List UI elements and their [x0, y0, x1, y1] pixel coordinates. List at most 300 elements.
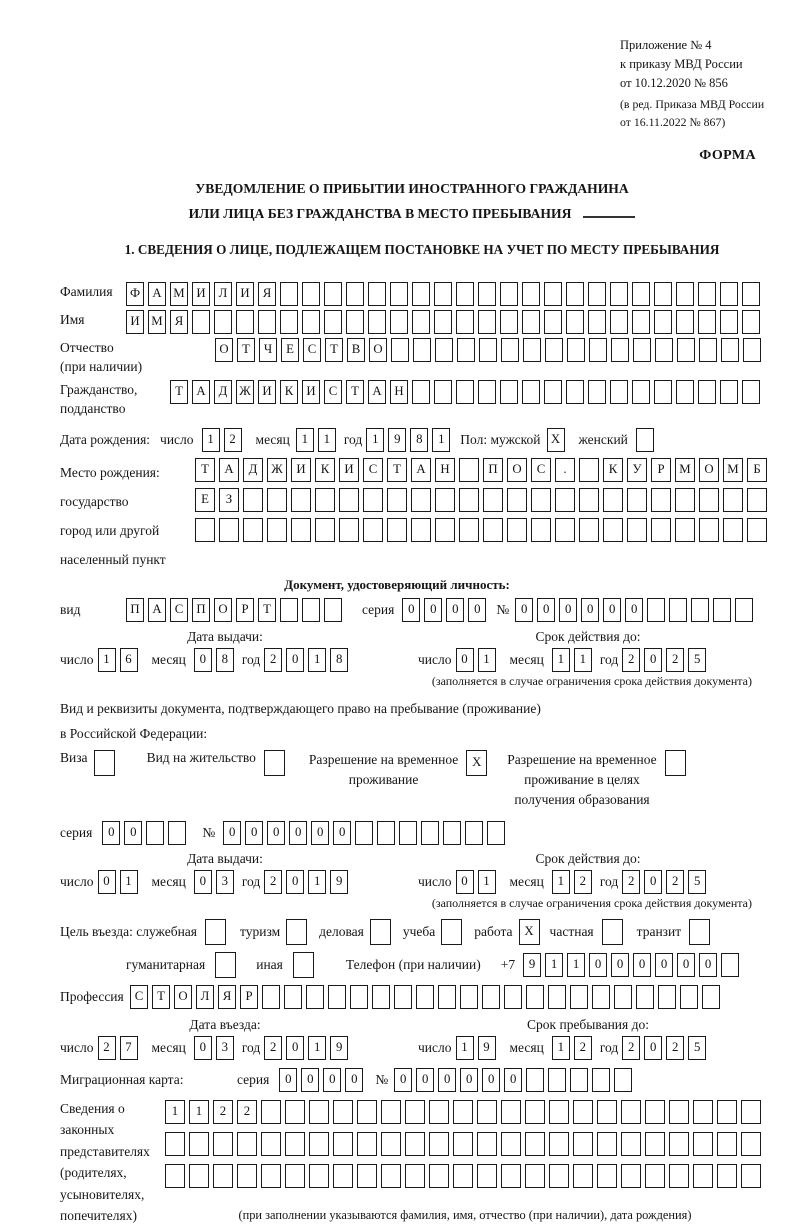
phone-digit-cell[interactable]: 0 [633, 953, 651, 977]
guardians-cell[interactable] [285, 1164, 305, 1188]
doc-valid-month-cell[interactable]: 1 [574, 648, 592, 672]
birth-year-cell[interactable]: 9 [388, 428, 406, 452]
birthplace-cell[interactable]: И [339, 458, 359, 482]
stay-month-cell[interactable]: 1 [552, 1036, 570, 1060]
permit-issue-day-cell[interactable]: 0 [98, 870, 116, 894]
phone-digit-cell[interactable]: 0 [677, 953, 695, 977]
guardians-cell[interactable] [549, 1164, 569, 1188]
surname-cell[interactable] [280, 282, 298, 306]
permit-number-cell[interactable] [443, 821, 461, 845]
birthplace-cell[interactable] [747, 518, 767, 542]
transit-checkbox-cell[interactable] [689, 919, 710, 945]
birthplace-cell[interactable] [699, 488, 719, 512]
patronymic-cell[interactable] [457, 338, 475, 362]
given-name-cell[interactable] [192, 310, 210, 334]
surname-cell[interactable] [632, 282, 650, 306]
guardians-cell[interactable] [525, 1100, 545, 1124]
birthplace-cell[interactable]: К [603, 458, 623, 482]
citizenship-cell[interactable] [544, 380, 562, 404]
patronymic-cell[interactable]: С [303, 338, 321, 362]
entry-day-cell[interactable]: 2 [98, 1036, 116, 1060]
mig-series-cell[interactable]: 0 [345, 1068, 363, 1092]
mig-number-cell[interactable]: 0 [394, 1068, 412, 1092]
surname-cell[interactable] [654, 282, 672, 306]
permit-valid-day-cell[interactable]: 1 [478, 870, 496, 894]
birthplace-cell[interactable] [507, 518, 527, 542]
guardians-cell[interactable] [501, 1164, 521, 1188]
permit-number-cell[interactable] [377, 821, 395, 845]
guardians-cell[interactable] [693, 1164, 713, 1188]
given-name-cell[interactable] [346, 310, 364, 334]
birthplace-cell[interactable]: И [291, 458, 311, 482]
permit-number-cell[interactable] [465, 821, 483, 845]
doc-valid-month-cell[interactable]: 1 [552, 648, 570, 672]
given-name-cell[interactable] [478, 310, 496, 334]
permit-number-cell[interactable]: 0 [333, 821, 351, 845]
birthplace-cell[interactable]: Д [243, 458, 263, 482]
surname-cell[interactable]: А [148, 282, 166, 306]
guardians-cell[interactable] [237, 1132, 257, 1156]
given-name-cell[interactable] [214, 310, 232, 334]
birthplace-cell[interactable] [699, 518, 719, 542]
surname-cell[interactable] [742, 282, 760, 306]
guardians-cell[interactable] [213, 1164, 233, 1188]
patronymic-cell[interactable] [413, 338, 431, 362]
profession-cell[interactable] [592, 985, 610, 1009]
permit-valid-year-cell[interactable]: 2 [622, 870, 640, 894]
doc-valid-day-cell[interactable]: 0 [456, 648, 474, 672]
citizenship-cell[interactable]: И [302, 380, 320, 404]
guardians-cell[interactable] [741, 1132, 761, 1156]
doc-valid-day-cell[interactable]: 1 [478, 648, 496, 672]
mig-number-cell[interactable]: 0 [504, 1068, 522, 1092]
permit-series-cell[interactable]: 0 [102, 821, 120, 845]
birthplace-cell[interactable]: Ж [267, 458, 287, 482]
profession-cell[interactable] [284, 985, 302, 1009]
permit-issue-year-cell[interactable]: 2 [264, 870, 282, 894]
guardians-cell[interactable] [717, 1100, 737, 1124]
citizenship-cell[interactable] [676, 380, 694, 404]
citizenship-cell[interactable] [632, 380, 650, 404]
birthplace-cell[interactable] [579, 458, 599, 482]
surname-cell[interactable] [698, 282, 716, 306]
citizenship-cell[interactable] [434, 380, 452, 404]
business-checkbox-cell[interactable] [370, 919, 391, 945]
entry-month-cell[interactable]: 3 [216, 1036, 234, 1060]
patronymic-cell[interactable]: Т [237, 338, 255, 362]
guardians-cell[interactable] [261, 1132, 281, 1156]
citizenship-cell[interactable] [500, 380, 518, 404]
birth-year-cell[interactable]: 1 [432, 428, 450, 452]
guardians-cell[interactable] [165, 1132, 185, 1156]
birthplace-cell[interactable] [243, 518, 263, 542]
citizenship-cell[interactable] [698, 380, 716, 404]
surname-cell[interactable]: М [170, 282, 188, 306]
citizenship-cell[interactable]: А [192, 380, 210, 404]
doc-number-cell[interactable] [735, 598, 753, 622]
doc-valid-year-cell[interactable]: 5 [688, 648, 706, 672]
mig-series-cell[interactable]: 0 [301, 1068, 319, 1092]
birthplace-cell[interactable] [411, 518, 431, 542]
patronymic-cell[interactable] [677, 338, 695, 362]
permit-valid-day-cell[interactable]: 0 [456, 870, 474, 894]
surname-cell[interactable] [720, 282, 738, 306]
permit-number-cell[interactable] [399, 821, 417, 845]
birthplace-cell[interactable]: К [315, 458, 335, 482]
birth-day-cell[interactable]: 2 [224, 428, 242, 452]
doc-series-cell[interactable]: 0 [446, 598, 464, 622]
given-name-cell[interactable] [742, 310, 760, 334]
doc-number-cell[interactable]: 0 [581, 598, 599, 622]
entry-year-cell[interactable]: 2 [264, 1036, 282, 1060]
birthplace-cell[interactable]: М [723, 458, 743, 482]
surname-cell[interactable] [456, 282, 474, 306]
birthplace-cell[interactable] [651, 518, 671, 542]
phone-digit-cell[interactable]: 0 [655, 953, 673, 977]
profession-cell[interactable] [328, 985, 346, 1009]
entry-day-cell[interactable]: 7 [120, 1036, 138, 1060]
citizenship-cell[interactable] [610, 380, 628, 404]
guardians-cell[interactable] [357, 1164, 377, 1188]
guardians-cell[interactable] [645, 1164, 665, 1188]
patronymic-cell[interactable]: О [369, 338, 387, 362]
patronymic-cell[interactable] [567, 338, 585, 362]
permit-valid-year-cell[interactable]: 0 [644, 870, 662, 894]
mig-number-cell[interactable] [614, 1068, 632, 1092]
birthplace-cell[interactable] [267, 518, 287, 542]
phone-digit-cell[interactable]: 1 [545, 953, 563, 977]
given-name-cell[interactable] [258, 310, 276, 334]
permit-issue-month-cell[interactable]: 3 [216, 870, 234, 894]
birthplace-cell[interactable] [219, 518, 239, 542]
surname-cell[interactable] [478, 282, 496, 306]
permit-valid-month-cell[interactable]: 1 [552, 870, 570, 894]
given-name-cell[interactable] [324, 310, 342, 334]
male-checkbox[interactable]: X [547, 428, 565, 452]
birthplace-cell[interactable]: Б [747, 458, 767, 482]
birthplace-cell[interactable]: О [699, 458, 719, 482]
birthplace-cell[interactable]: М [675, 458, 695, 482]
mig-number-cell[interactable]: 0 [438, 1068, 456, 1092]
entry-year-cell[interactable]: 1 [308, 1036, 326, 1060]
guardians-cell[interactable] [477, 1132, 497, 1156]
guardians-cell[interactable] [285, 1132, 305, 1156]
mig-series-cell[interactable]: 0 [279, 1068, 297, 1092]
profession-cell[interactable] [262, 985, 280, 1009]
birthplace-cell[interactable]: У [627, 458, 647, 482]
birthplace-cell[interactable] [315, 488, 335, 512]
guardians-cell[interactable] [645, 1100, 665, 1124]
profession-cell[interactable] [504, 985, 522, 1009]
stay-day-cell[interactable]: 9 [478, 1036, 496, 1060]
visa-checkbox-cell[interactable] [94, 750, 115, 776]
patronymic-cell[interactable] [611, 338, 629, 362]
birthplace-cell[interactable]: А [411, 458, 431, 482]
doc-number-cell[interactable] [713, 598, 731, 622]
guardians-cell[interactable] [501, 1132, 521, 1156]
stay-year-cell[interactable]: 5 [688, 1036, 706, 1060]
doc-number-cell[interactable] [669, 598, 687, 622]
citizenship-cell[interactable] [588, 380, 606, 404]
doc-kind-cell[interactable]: П [126, 598, 144, 622]
birthplace-cell[interactable] [579, 488, 599, 512]
guardians-cell[interactable] [549, 1100, 569, 1124]
guardians-cell[interactable] [573, 1100, 593, 1124]
permit-issue-year-cell[interactable]: 1 [308, 870, 326, 894]
given-name-cell[interactable] [302, 310, 320, 334]
guardians-cell[interactable] [453, 1100, 473, 1124]
stay-year-cell[interactable]: 2 [666, 1036, 684, 1060]
permit-number-cell[interactable]: 0 [289, 821, 307, 845]
profession-cell[interactable]: Л [196, 985, 214, 1009]
guardians-cell[interactable] [525, 1164, 545, 1188]
doc-valid-year-cell[interactable]: 0 [644, 648, 662, 672]
birthplace-cell[interactable] [483, 518, 503, 542]
guardians-cell[interactable] [477, 1100, 497, 1124]
official-checkbox-cell[interactable] [205, 919, 226, 945]
surname-cell[interactable] [324, 282, 342, 306]
permit-number-cell[interactable]: 0 [245, 821, 263, 845]
profession-cell[interactable] [416, 985, 434, 1009]
given-name-cell[interactable] [434, 310, 452, 334]
guardians-cell[interactable] [429, 1132, 449, 1156]
doc-issue-year-cell[interactable]: 2 [264, 648, 282, 672]
doc-series-cell[interactable]: 0 [468, 598, 486, 622]
tourism-checkbox-cell[interactable] [286, 919, 307, 945]
phone-digit-cell[interactable]: 0 [699, 953, 717, 977]
residence-permit-checkbox-cell[interactable] [264, 750, 285, 776]
given-name-cell[interactable] [544, 310, 562, 334]
doc-issue-month-cell[interactable]: 8 [216, 648, 234, 672]
guardians-cell[interactable] [573, 1132, 593, 1156]
surname-cell[interactable] [412, 282, 430, 306]
guardians-cell[interactable] [429, 1100, 449, 1124]
profession-cell[interactable]: С [130, 985, 148, 1009]
stay-year-cell[interactable]: 2 [622, 1036, 640, 1060]
guardians-cell[interactable] [405, 1164, 425, 1188]
birthplace-cell[interactable] [627, 518, 647, 542]
given-name-cell[interactable] [698, 310, 716, 334]
doc-number-cell[interactable] [647, 598, 665, 622]
birthplace-cell[interactable]: З [219, 488, 239, 512]
guardians-cell[interactable] [669, 1100, 689, 1124]
permit-valid-year-cell[interactable]: 2 [666, 870, 684, 894]
birthplace-cell[interactable] [723, 488, 743, 512]
doc-number-cell[interactable]: 0 [559, 598, 577, 622]
entry-month-cell[interactable]: 0 [194, 1036, 212, 1060]
doc-number-cell[interactable] [691, 598, 709, 622]
humanitarian-checkbox-cell[interactable] [215, 952, 236, 978]
profession-cell[interactable]: Р [240, 985, 258, 1009]
guardians-cell[interactable] [381, 1164, 401, 1188]
profession-cell[interactable]: Я [218, 985, 236, 1009]
phone-digit-cell[interactable]: 9 [523, 953, 541, 977]
birthplace-cell[interactable] [579, 518, 599, 542]
birthplace-cell[interactable] [243, 488, 263, 512]
guardians-cell[interactable] [621, 1132, 641, 1156]
profession-cell[interactable] [394, 985, 412, 1009]
birthplace-cell[interactable] [315, 518, 335, 542]
birthplace-cell[interactable]: Р [651, 458, 671, 482]
doc-kind-cell[interactable] [324, 598, 342, 622]
patronymic-cell[interactable] [589, 338, 607, 362]
birth-month-cell[interactable]: 1 [318, 428, 336, 452]
profession-cell[interactable] [526, 985, 544, 1009]
surname-cell[interactable] [346, 282, 364, 306]
birthplace-cell[interactable]: Т [387, 458, 407, 482]
surname-cell[interactable] [544, 282, 562, 306]
given-name-cell[interactable] [522, 310, 540, 334]
surname-cell[interactable] [390, 282, 408, 306]
guardians-cell[interactable] [189, 1164, 209, 1188]
patronymic-cell[interactable] [391, 338, 409, 362]
guardians-cell[interactable] [693, 1132, 713, 1156]
given-name-cell[interactable]: И [126, 310, 144, 334]
patronymic-cell[interactable] [743, 338, 761, 362]
birthplace-cell[interactable] [435, 488, 455, 512]
birthplace-cell[interactable]: С [531, 458, 551, 482]
given-name-cell[interactable] [368, 310, 386, 334]
patronymic-cell[interactable] [435, 338, 453, 362]
permit-number-cell[interactable] [487, 821, 505, 845]
profession-cell[interactable] [702, 985, 720, 1009]
citizenship-cell[interactable] [566, 380, 584, 404]
birthplace-cell[interactable] [459, 458, 479, 482]
birth-month-cell[interactable]: 1 [296, 428, 314, 452]
citizenship-cell[interactable]: К [280, 380, 298, 404]
phone-digit-cell[interactable] [721, 953, 739, 977]
guardians-cell[interactable] [381, 1132, 401, 1156]
citizenship-cell[interactable] [522, 380, 540, 404]
given-name-cell[interactable] [566, 310, 584, 334]
citizenship-cell[interactable] [412, 380, 430, 404]
given-name-cell[interactable]: М [148, 310, 166, 334]
doc-kind-cell[interactable]: О [214, 598, 232, 622]
birthplace-cell[interactable] [387, 518, 407, 542]
profession-cell[interactable] [306, 985, 324, 1009]
guardians-cell[interactable] [717, 1164, 737, 1188]
permit-number-cell[interactable]: 0 [223, 821, 241, 845]
permit-number-cell[interactable] [355, 821, 373, 845]
guardians-cell[interactable] [381, 1100, 401, 1124]
birthplace-cell[interactable]: С [363, 458, 383, 482]
patronymic-cell[interactable]: О [215, 338, 233, 362]
given-name-cell[interactable] [610, 310, 628, 334]
given-name-cell[interactable]: Я [170, 310, 188, 334]
birthplace-cell[interactable]: Н [435, 458, 455, 482]
guardians-cell[interactable] [501, 1100, 521, 1124]
given-name-cell[interactable] [676, 310, 694, 334]
permit-number-cell[interactable]: 0 [311, 821, 329, 845]
birthplace-cell[interactable] [723, 518, 743, 542]
surname-cell[interactable] [500, 282, 518, 306]
surname-cell[interactable] [302, 282, 320, 306]
given-name-cell[interactable] [654, 310, 672, 334]
patronymic-cell[interactable]: Т [325, 338, 343, 362]
doc-kind-cell[interactable]: С [170, 598, 188, 622]
citizenship-cell[interactable]: Н [390, 380, 408, 404]
birthplace-cell[interactable] [651, 488, 671, 512]
birthplace-cell[interactable] [603, 488, 623, 512]
mig-number-cell[interactable]: 0 [416, 1068, 434, 1092]
given-name-cell[interactable] [500, 310, 518, 334]
citizenship-cell[interactable]: Д [214, 380, 232, 404]
given-name-cell[interactable] [632, 310, 650, 334]
doc-number-cell[interactable]: 0 [603, 598, 621, 622]
doc-series-cell[interactable]: 0 [424, 598, 442, 622]
birth-year-cell[interactable]: 1 [366, 428, 384, 452]
guardians-cell[interactable] [741, 1100, 761, 1124]
phone-digit-cell[interactable]: 0 [589, 953, 607, 977]
guardians-cell[interactable] [669, 1132, 689, 1156]
permit-issue-year-cell[interactable]: 0 [286, 870, 304, 894]
guardians-cell[interactable] [597, 1164, 617, 1188]
guardians-cell[interactable] [717, 1132, 737, 1156]
guardians-cell[interactable] [357, 1132, 377, 1156]
surname-cell[interactable] [566, 282, 584, 306]
profession-cell[interactable] [570, 985, 588, 1009]
guardians-cell[interactable] [309, 1100, 329, 1124]
profession-cell[interactable] [482, 985, 500, 1009]
private-checkbox-cell[interactable] [602, 919, 623, 945]
edu-permit-checkbox-cell[interactable] [665, 750, 686, 776]
permit-issue-year-cell[interactable]: 9 [330, 870, 348, 894]
doc-valid-year-cell[interactable]: 2 [666, 648, 684, 672]
guardians-cell[interactable]: 1 [165, 1100, 185, 1124]
temp-permit-checkbox-cell[interactable]: X [466, 750, 487, 776]
phone-digit-cell[interactable]: 1 [567, 953, 585, 977]
phone-digit-cell[interactable]: 0 [611, 953, 629, 977]
permit-number-cell[interactable]: 0 [267, 821, 285, 845]
other-checkbox-cell[interactable] [293, 952, 314, 978]
surname-cell[interactable] [368, 282, 386, 306]
birthplace-cell[interactable]: . [555, 458, 575, 482]
guardians-cell[interactable]: 2 [213, 1100, 233, 1124]
birthplace-cell[interactable] [363, 488, 383, 512]
profession-cell[interactable] [438, 985, 456, 1009]
surname-cell[interactable] [610, 282, 628, 306]
profession-cell[interactable] [460, 985, 478, 1009]
patronymic-cell[interactable] [699, 338, 717, 362]
birthplace-cell[interactable]: П [483, 458, 503, 482]
birthplace-cell[interactable] [363, 518, 383, 542]
citizenship-cell[interactable] [742, 380, 760, 404]
surname-cell[interactable]: Л [214, 282, 232, 306]
citizenship-cell[interactable]: Т [170, 380, 188, 404]
mig-number-cell[interactable]: 0 [482, 1068, 500, 1092]
birthplace-cell[interactable]: Т [195, 458, 215, 482]
permit-series-cell[interactable] [168, 821, 186, 845]
birthplace-cell[interactable] [747, 488, 767, 512]
surname-cell[interactable]: И [192, 282, 210, 306]
given-name-cell[interactable] [280, 310, 298, 334]
birthplace-cell[interactable] [195, 518, 215, 542]
guardians-cell[interactable] [333, 1100, 353, 1124]
citizenship-cell[interactable]: Т [346, 380, 364, 404]
citizenship-cell[interactable] [720, 380, 738, 404]
permit-valid-year-cell[interactable]: 5 [688, 870, 706, 894]
birthplace-cell[interactable] [555, 488, 575, 512]
doc-kind-cell[interactable]: Т [258, 598, 276, 622]
guardians-cell[interactable] [189, 1132, 209, 1156]
doc-series-cell[interactable]: 0 [402, 598, 420, 622]
mig-number-cell[interactable] [526, 1068, 544, 1092]
birthplace-cell[interactable] [459, 518, 479, 542]
guardians-cell[interactable] [405, 1132, 425, 1156]
citizenship-cell[interactable]: И [258, 380, 276, 404]
guardians-cell[interactable] [741, 1164, 761, 1188]
doc-kind-cell[interactable] [280, 598, 298, 622]
